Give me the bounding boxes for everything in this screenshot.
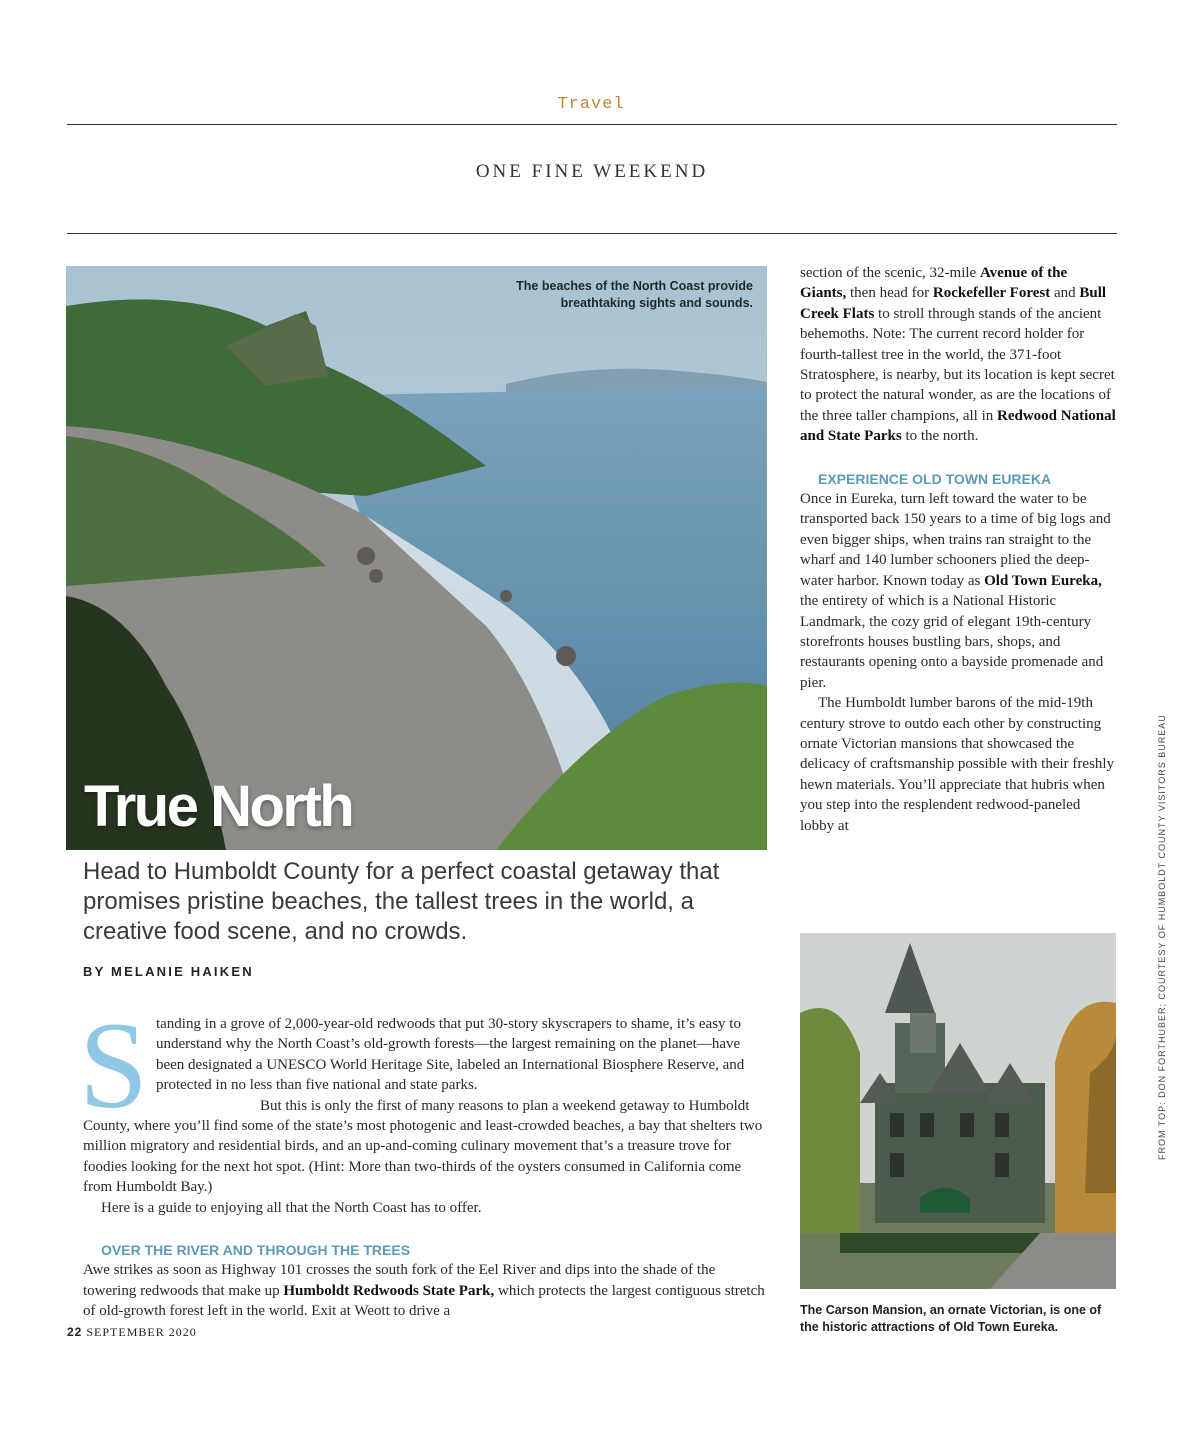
paragraph: But this is only the first of many reasons to plan a weekend getaway to Humboldt County, where you’ll find some of the state’s most photogenic and least-crowded beaches, a bay that shelters two million migratory and residential birds, and an up-and-coming culinary movement that’s a treasure trove for foodies looking for the next hot spot. (Hint: More than two-thirds of the oysters consumed in California come from Humboldt Bay.)	[83, 1097, 763, 1196]
park-name: Humboldt Redwoods State Park,	[283, 1282, 495, 1299]
article-column-left	[79, 997, 767, 1322]
folio	[67, 1325, 197, 1340]
paragraph: Awe strikes as soon as Highway 101 crosses the south fork of the Eel River and dips into the shade of the towering redwoods that make up Humboldt Redwoods State Park, which protects the largest contiguous stretch of old-growth forest left in the world. Exit at Weott to drive a	[83, 1262, 765, 1320]
drop-cap: S	[79, 997, 148, 1134]
paragraph: section of the scenic, 32-mile Avenue of the Giants, then head for Rockefeller Forest and Bull Creek Flats to stroll through stands of the ancient behemoths. Note: The current record holder for fourth-tallest tree in the world, the 371-foot Stratosphere, is nearby, but its location is kept secret to protect the natural wonder, as are the locations of the three taller champions, all in Redwood National and State Parks to the north.	[800, 265, 1116, 445]
issue-date: SEPTEMBER 2020	[86, 1325, 197, 1339]
paragraph: The Humboldt lumber barons of the mid-19th century strove to outdo each other by constructing ornate Victorian mansions that showcased the delicacy of craftsmanship possible with their freshly hewn materials. You’ll appreciate that hubris when you step into the resplendent redwood-paneled lobby at	[800, 695, 1115, 834]
photo-credit: FROM TOP: DON FORTHUBER; COURTESY OF HUMBOLDT COUNTY VISITORS BUREAU	[1157, 714, 1167, 1160]
coastline-illustration	[66, 266, 767, 850]
byline: BY MELANIE HAIKEN	[83, 964, 254, 979]
hero-photo	[66, 266, 767, 850]
top-rule	[67, 124, 1117, 125]
section-label: Travel	[557, 95, 625, 114]
subhead: OVER THE RIVER AND THROUGH THE TREES	[101, 1242, 411, 1259]
mansion-caption: The Carson Mansion, an ornate Victorian, is one of the historic attractions of Old Town Eureka.	[800, 1303, 1102, 1334]
paragraph: Here is a guide to enjoying all that the North Coast has to offer.	[101, 1199, 482, 1216]
mansion-illustration	[800, 933, 1116, 1289]
paragraph: Once in Eureka, turn left toward the water to be transported back 150 years to a time of big logs and even bigger ships, when trains ran straight to the wharf and 140 lumber schooners plied the deep-water harbor. Known today as Old Town Eureka, the entirety of which is a National Historic Landmark, the cozy grid of elegant 19th-century storefronts houses bustling bars, shops, and restaurants opening onto a bayside promenade and pier.	[800, 491, 1111, 691]
series-title: ONE FINE WEEKEND	[475, 161, 709, 182]
article-column-right	[800, 263, 1116, 836]
subhead: EXPERIENCE OLD TOWN EUREKA	[818, 470, 1052, 487]
paragraph: tanding in a grove of 2,000-year-old redwoods that put 30-story skyscrapers to shame, it’s easy to understand why the North Coast’s old-growth forests—the largest remaining on the planet—have been designated a UNESCO World Heritage Site, labeled an International Biosphere Reserve, and protected in no less than five national and state parks.	[155, 1016, 745, 1094]
header-bottom-rule	[67, 233, 1117, 234]
headline: True North	[84, 774, 353, 839]
page-number: 22	[67, 1325, 83, 1339]
dek: Head to Humboldt County for a perfect coastal getaway that promises pristine beaches, the tallest trees in the world, a creative food scene, and no crowds.	[83, 858, 720, 945]
mansion-photo	[800, 933, 1116, 1289]
hero-caption: The beaches of the North Coast provide breathtaking sights and sounds.	[516, 279, 753, 310]
